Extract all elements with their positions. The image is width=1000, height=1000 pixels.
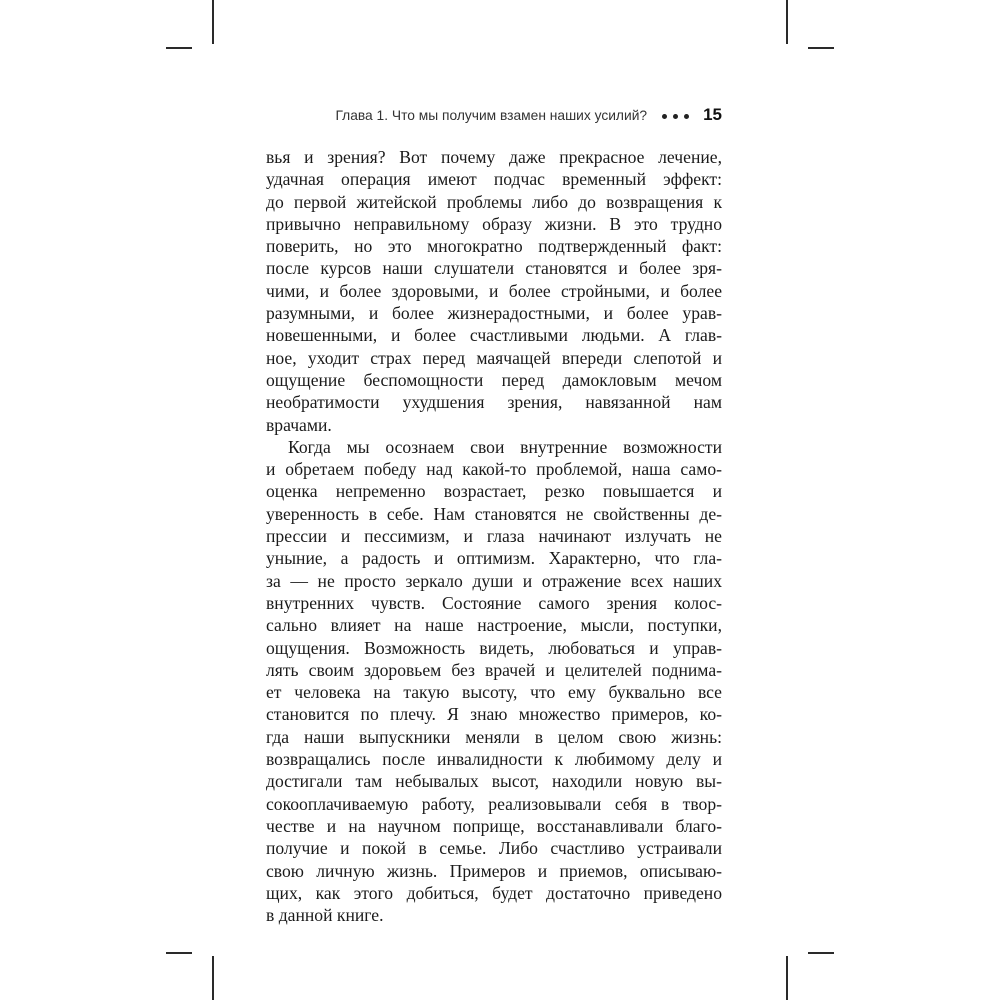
text-line: разумными, и более жизнерадостными, и более урав- — [266, 303, 722, 324]
text-line: лять своим здоровьем без врачей и целителей поднима- — [266, 659, 722, 680]
text-line: уверенность в себе. Нам становятся не свойственны де- — [266, 503, 722, 524]
crop-mark-top-left-vertical — [212, 0, 214, 44]
text-line: вья и зрения? Вот почему даже прекрасное лечение, — [266, 147, 722, 167]
text-line: чими, и более здоровыми, и более стройными, и более — [266, 280, 722, 301]
crop-mark-bottom-left-horizontal — [166, 952, 192, 954]
text-line: свою личную жизнь. Примеров и приемов, описываю- — [266, 860, 722, 881]
text-line: оценка непременно возрастает, резко повышается и — [266, 481, 722, 502]
text-line: после курсов наши слушатели становятся и более зря- — [266, 258, 722, 279]
text-line: сокооплачиваемую работу, реализовывали себя в твор- — [266, 793, 722, 814]
text-line: внутренних чувств. Состояние самого зрения колос- — [266, 592, 722, 613]
text-line: честве и на научном поприще, восстанавливали благо- — [266, 815, 722, 836]
text-line: ет человека на такую высоту, что ему буквально все — [266, 682, 722, 703]
text-line: прессии и пессимизм, и глаза начинают излучать не — [266, 526, 722, 547]
crop-mark-top-left-horizontal — [166, 47, 192, 49]
text-line: необратимости ухудшения зрения, навязанной нам — [266, 392, 722, 413]
header-dots-ornament — [656, 107, 689, 123]
page-number: 15 — [703, 105, 722, 124]
text-line: новешенными, и более счастливыми людьми. А глав- — [266, 325, 722, 346]
crop-mark-bottom-right-horizontal — [808, 952, 834, 954]
text-line: Когда мы осознаем свои внутренние возможности — [288, 436, 722, 457]
text-line: привычно неправильному образу жизни. В это трудно — [266, 213, 722, 234]
crop-mark-top-right-vertical — [786, 0, 788, 44]
text-line: ощущение беспомощности перед дамокловым мечом — [266, 369, 722, 390]
text-line: ное, уходит страх перед маячащей впереди слепотой и — [266, 347, 722, 368]
text-line: врачами. — [266, 414, 332, 435]
text-line: и обретаем победу над какой-то проблемой, наша само- — [266, 459, 722, 480]
running-title: Глава 1. Что мы получим взамен наших усилий? — [335, 107, 648, 123]
body-text — [266, 146, 722, 926]
text-line: возвращались после инвалидности к любимому делу и — [266, 749, 722, 770]
text-line: удачная операция имеют подчас временный эффект: — [266, 169, 722, 190]
crop-mark-top-right-horizontal — [808, 47, 834, 49]
text-line: гда наши выпускники меняли в целом свою жизнь: — [266, 726, 722, 747]
running-header — [266, 103, 722, 127]
text-line: за — не просто зеркало души и отражение всех наших — [266, 570, 722, 591]
text-line: сально влияет на наше настроение, мысли, поступки, — [266, 615, 722, 636]
crop-mark-bottom-left-vertical — [212, 956, 214, 1000]
text-line: получие и покой в семье. Либо счастливо устраивали — [266, 838, 722, 859]
text-line: достигали там небывалых высот, находили новую вы- — [266, 771, 722, 792]
text-line: в данной книге. — [266, 905, 384, 926]
text-line: до первой житейской проблемы либо до возвращения к — [266, 191, 722, 212]
text-line: щих, как этого добиться, будет достаточно приведено — [266, 882, 722, 903]
crop-mark-bottom-right-vertical — [786, 956, 788, 1000]
text-line: становится по плечу. Я знаю множество примеров, ко- — [266, 704, 722, 725]
text-line: поверить, но это многократно подтвержденный факт: — [266, 236, 722, 257]
text-line: ощущения. Возможность видеть, любоваться и управ- — [266, 637, 722, 658]
text-line: уныние, а радость и оптимизм. Характерно, что гла- — [266, 548, 722, 569]
